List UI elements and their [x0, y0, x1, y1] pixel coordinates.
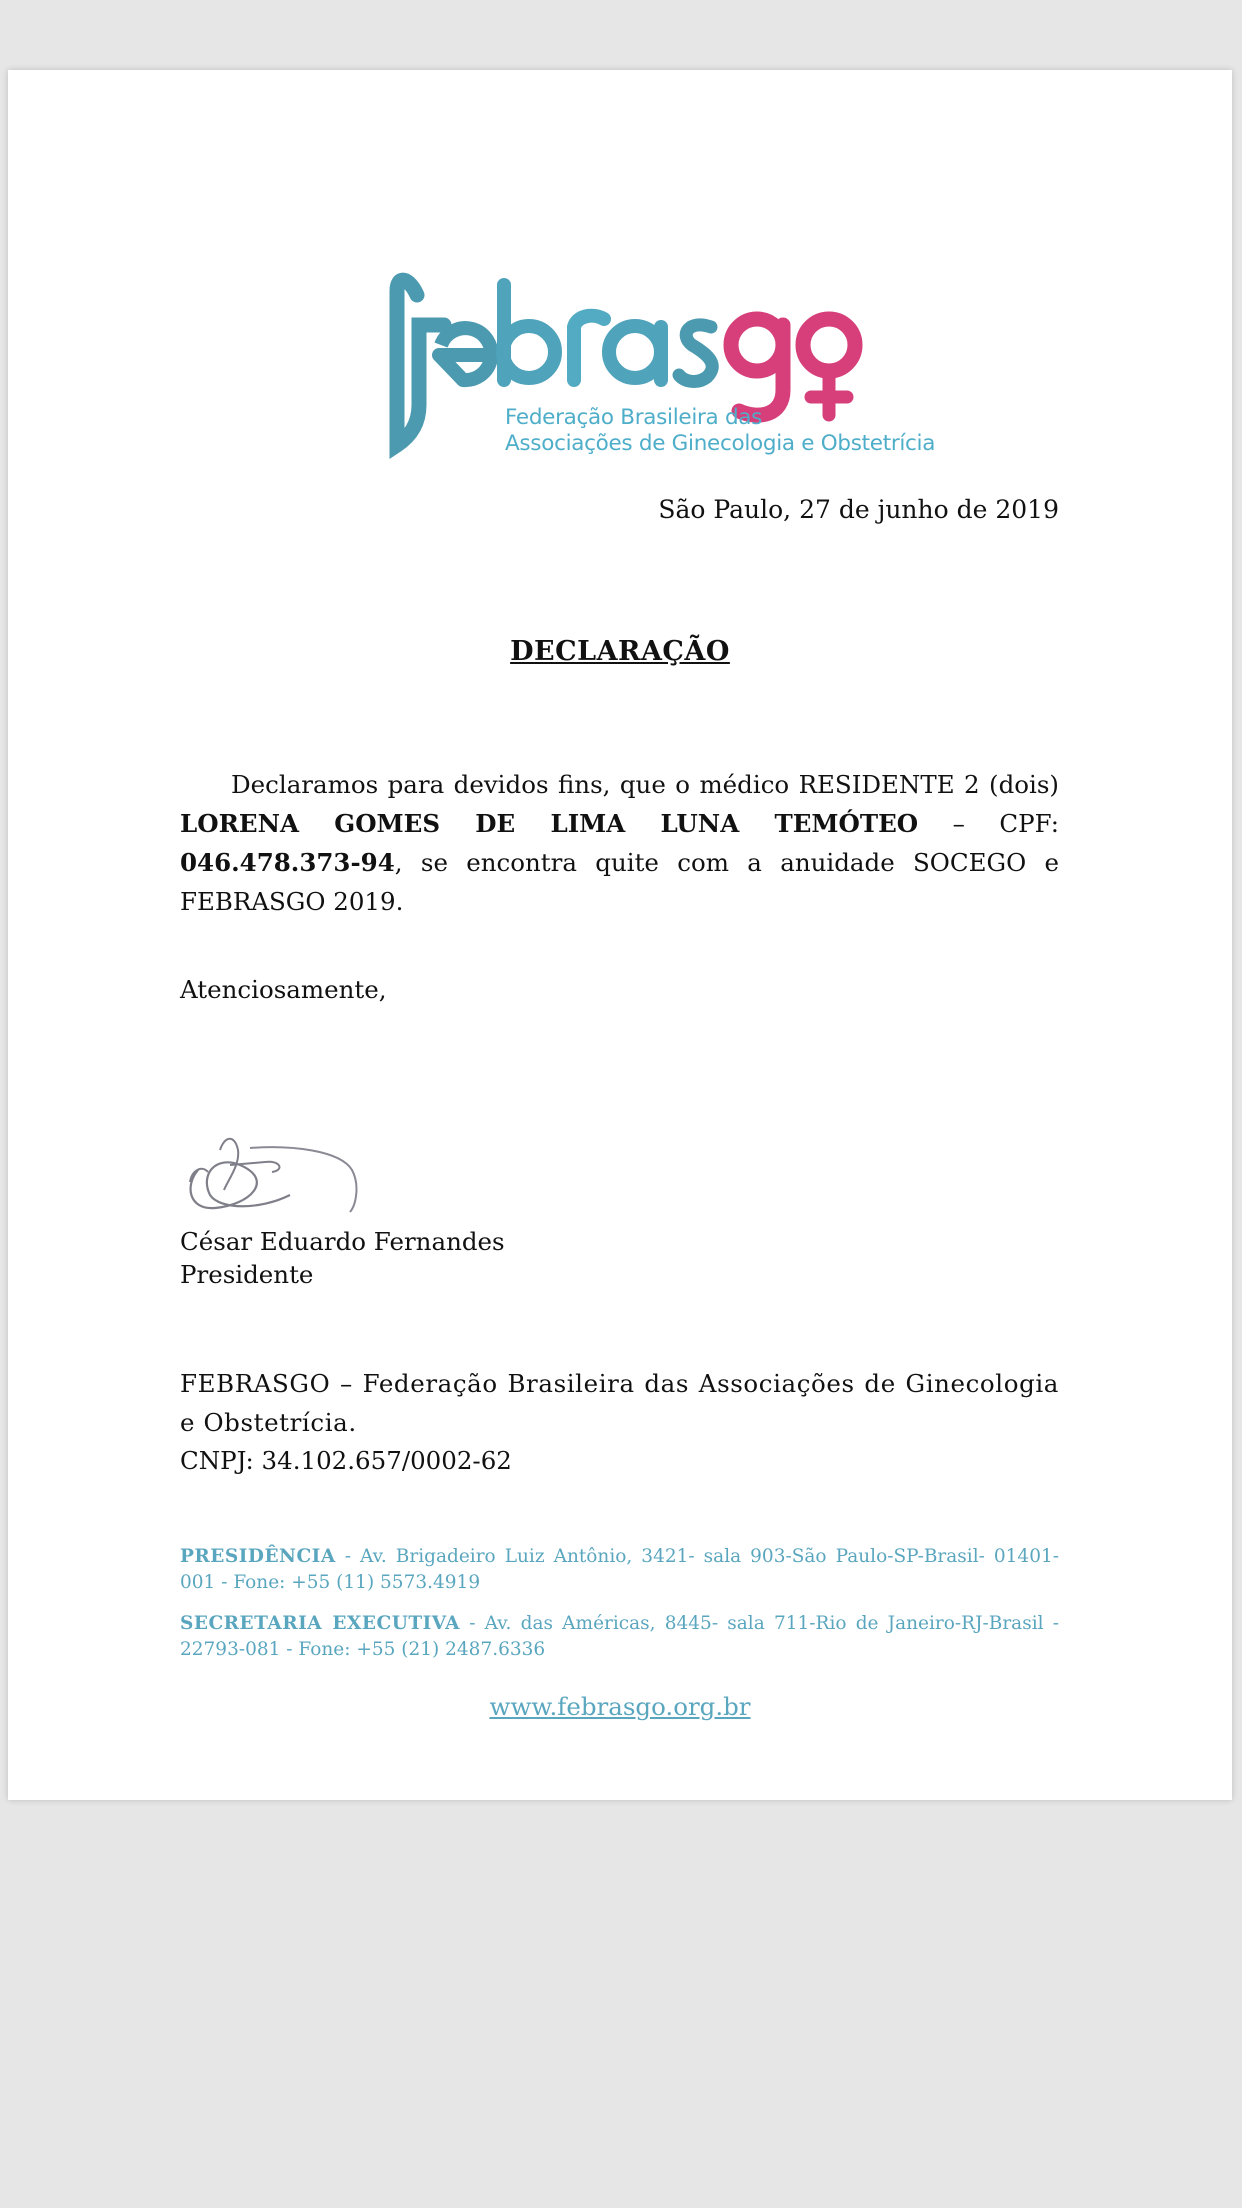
handwritten-signature	[180, 1110, 365, 1220]
logo-subtitle-line2: Associações de Ginecologia e Obstetrícia	[505, 431, 936, 456]
cpf-number: 046.478.373-94	[180, 848, 395, 877]
logo-subtitle	[505, 405, 936, 457]
presidencia-label: PRESIDÊNCIA	[180, 1546, 336, 1567]
organization-cnpj: CNPJ: 34.102.657/0002-62	[180, 1446, 512, 1475]
organization-name: FEBRASGO – Federação Brasileira das Associações de Ginecologia e Obstetrícia.	[180, 1369, 1059, 1437]
date-line: São Paulo, 27 de junho de 2019	[658, 495, 1059, 524]
signer-role: Presidente	[180, 1260, 314, 1289]
presidencia-text: - Av. Brigadeiro Luiz Antônio, 3421- sala 903-São Paulo-SP-Brasil- 01401-001 - Fone: +55 (11) 5573.4919	[180, 1546, 1059, 1593]
secretaria-address	[180, 1611, 1059, 1663]
cpf-label: – CPF:	[918, 809, 1059, 838]
physician-name: LORENA GOMES DE LIMA LUNA TEMÓTEO	[180, 809, 919, 838]
declaration-intro: Declaramos para devidos fins, que o médico RESIDENTE 2 (dois)	[231, 770, 1059, 799]
document-page	[8, 70, 1232, 1800]
secretaria-label: SECRETARIA EXECUTIVA	[180, 1613, 461, 1634]
febrasgo-logo	[389, 215, 936, 465]
presidencia-address	[180, 1544, 1059, 1596]
logo-subtitle-line1: Federação Brasileira das	[505, 405, 763, 430]
organization-block	[180, 1365, 1059, 1481]
document-title: DECLARAÇÃO	[510, 636, 730, 667]
signer-name: César Eduardo Fernandes	[180, 1227, 505, 1256]
secretaria-text: - Av. das Américas, 8445- sala 711-Rio de Janeiro-RJ-Brasil - 22793-081 - Fone: +55 (21) 2487.6336	[180, 1613, 1059, 1660]
signer-block	[180, 1225, 505, 1291]
website-link[interactable]: www.febrasgo.org.br	[489, 1692, 751, 1721]
declaration-rest: , se encontra quite com a anuidade SOCEGO e FEBRASGO 2019.	[180, 848, 1059, 916]
closing-salutation: Atenciosamente,	[180, 975, 387, 1004]
declaration-paragraph	[180, 765, 1059, 921]
